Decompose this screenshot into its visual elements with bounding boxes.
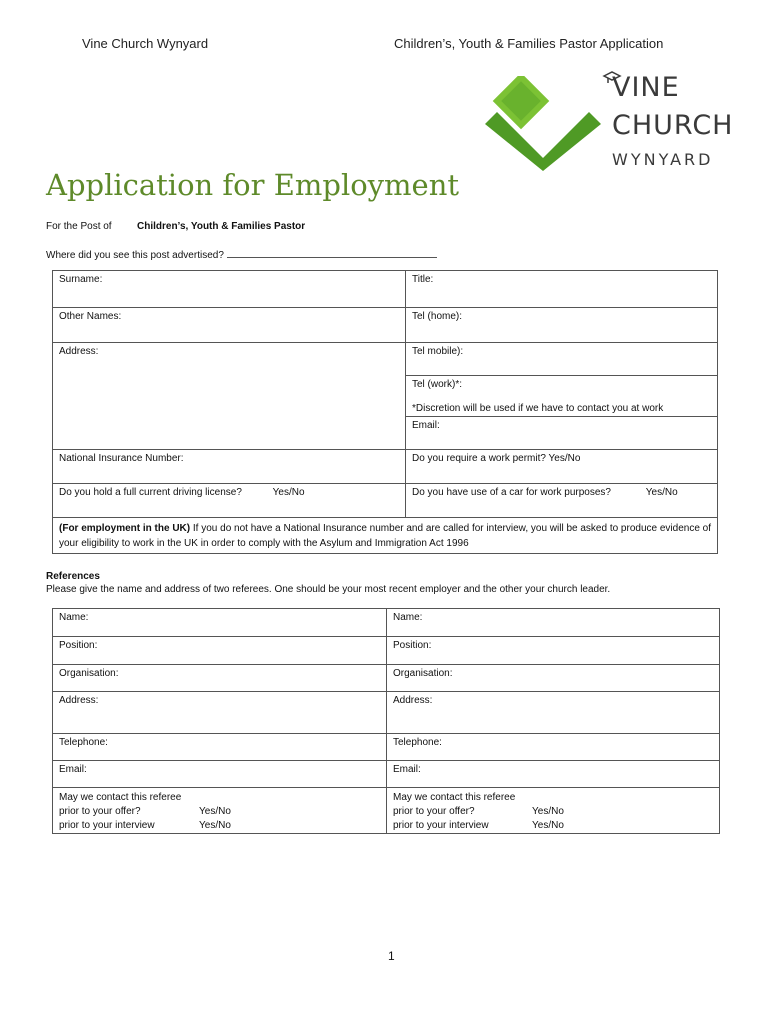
ref1-email-field[interactable] [53, 761, 387, 788]
references-heading: References [46, 571, 100, 582]
tel-home-label: Tel (home): [412, 311, 463, 322]
vine-logo-icon [483, 76, 603, 171]
post-label: For the Post of [46, 221, 112, 232]
references-intro: Please give the name and address of two referees. One should be your most recent employer and the other your church leader. [46, 584, 611, 595]
ref2-email-label: Email: [393, 764, 421, 775]
ref1-address-label: Address: [59, 695, 99, 706]
ref1-contact-field [53, 788, 387, 834]
ref2-address-label: Address: [393, 695, 433, 706]
ni-label: National Insurance Number: [59, 453, 184, 464]
ref1-telephone-field[interactable] [53, 734, 387, 761]
ref1-prior-offer-label: prior to your offer? [59, 806, 141, 817]
ref1-prior-offer-yes-no[interactable]: Yes/No [199, 806, 231, 817]
ni-field[interactable] [53, 450, 406, 484]
ref2-position-label: Position: [393, 640, 432, 651]
ref2-organisation-label: Organisation: [393, 668, 453, 679]
where-advertised-label: Where did you see this post advertised? [46, 250, 224, 261]
title-field[interactable] [406, 271, 718, 308]
ref1-position-label: Position: [59, 640, 98, 651]
references-table [52, 608, 720, 834]
page-number: 1 [388, 949, 395, 963]
ref1-name-label: Name: [59, 612, 89, 623]
driving-label: Do you hold a full current driving license? [59, 487, 242, 498]
ref1-name-field[interactable] [53, 609, 387, 637]
ref2-prior-interview-yes-no[interactable]: Yes/No [532, 820, 564, 831]
page-title: Application for Employment [46, 168, 460, 202]
address-field[interactable] [53, 343, 406, 450]
logo-text-vine: VINE [612, 72, 680, 103]
ref1-position-field[interactable] [53, 637, 387, 665]
address-label: Address: [59, 346, 99, 357]
uk-note-bold: (For employment in the UK) [59, 523, 191, 534]
driving-yes-no[interactable]: Yes/No [272, 487, 305, 498]
ref1-telephone-label: Telephone: [59, 737, 108, 748]
tel-mobile-field[interactable] [406, 343, 718, 376]
ref1-address-field[interactable] [53, 692, 387, 734]
tel-mobile-label: Tel mobile): [412, 346, 464, 357]
surname-field[interactable] [53, 271, 406, 308]
discretion-note: *Discretion will be used if we have to contact you at work [412, 403, 664, 414]
tel-home-field[interactable] [406, 308, 718, 343]
header-left: Vine Church Wynyard [82, 36, 209, 51]
ref2-address-field[interactable] [387, 692, 720, 734]
personal-details-table [52, 270, 718, 554]
title-label: Title: [412, 274, 434, 285]
header-right: Children’s, Youth & Families Pastor Application [394, 36, 664, 51]
ref1-email-label: Email: [59, 764, 87, 775]
surname-label: Surname: [59, 274, 103, 285]
post-value: Children’s, Youth & Families Pastor [137, 221, 306, 232]
ref2-telephone-field[interactable] [387, 734, 720, 761]
uk-note-text: If you do not have a National Insurance number and are called for interview, you will be asked to produce evidence of your eligibility to work in the UK in order to comply with the Asylum and Immigration Act 1996 [59, 523, 711, 549]
other-names-label: Other Names: [59, 311, 122, 322]
ref2-organisation-field[interactable] [387, 665, 720, 692]
email-label: Email: [412, 420, 440, 431]
ref1-prior-interview-yes-no[interactable]: Yes/No [199, 820, 231, 831]
other-names-field[interactable] [53, 308, 406, 343]
tel-work-field[interactable] [406, 376, 718, 417]
work-permit-field[interactable] [406, 450, 718, 484]
driving-license-field[interactable] [53, 484, 406, 518]
where-advertised [46, 248, 437, 261]
ref2-prior-interview-label: prior to your interview [393, 820, 489, 831]
ref2-name-field[interactable] [387, 609, 720, 637]
uk-eligibility-note [53, 518, 718, 554]
ref1-organisation-field[interactable] [53, 665, 387, 692]
email-field[interactable] [406, 417, 718, 450]
car-yes-no[interactable]: Yes/No [645, 487, 678, 498]
ref2-prior-offer-yes-no[interactable]: Yes/No [532, 806, 564, 817]
ref1-prior-interview-label: prior to your interview [59, 820, 155, 831]
ref2-telephone-label: Telephone: [393, 737, 442, 748]
tel-work-label: Tel (work)*: [412, 379, 463, 390]
where-advertised-field[interactable] [227, 248, 437, 258]
ref1-contact-question: May we contact this referee [59, 792, 182, 803]
car-label: Do you have use of a car for work purposes? [412, 487, 611, 498]
work-permit-label: Do you require a work permit? Yes/No [412, 453, 581, 464]
car-field[interactable] [406, 484, 718, 518]
ref2-position-field[interactable] [387, 637, 720, 665]
ref2-prior-offer-label: prior to your offer? [393, 806, 475, 817]
ref2-name-label: Name: [393, 612, 423, 623]
ref1-organisation-label: Organisation: [59, 668, 119, 679]
logo-text-wynyard: WYNYARD [612, 150, 714, 169]
logo-text-church: CHURCH [612, 110, 734, 141]
ref2-email-field[interactable] [387, 761, 720, 788]
ref2-contact-question: May we contact this referee [393, 792, 516, 803]
ref2-contact-field [387, 788, 720, 834]
